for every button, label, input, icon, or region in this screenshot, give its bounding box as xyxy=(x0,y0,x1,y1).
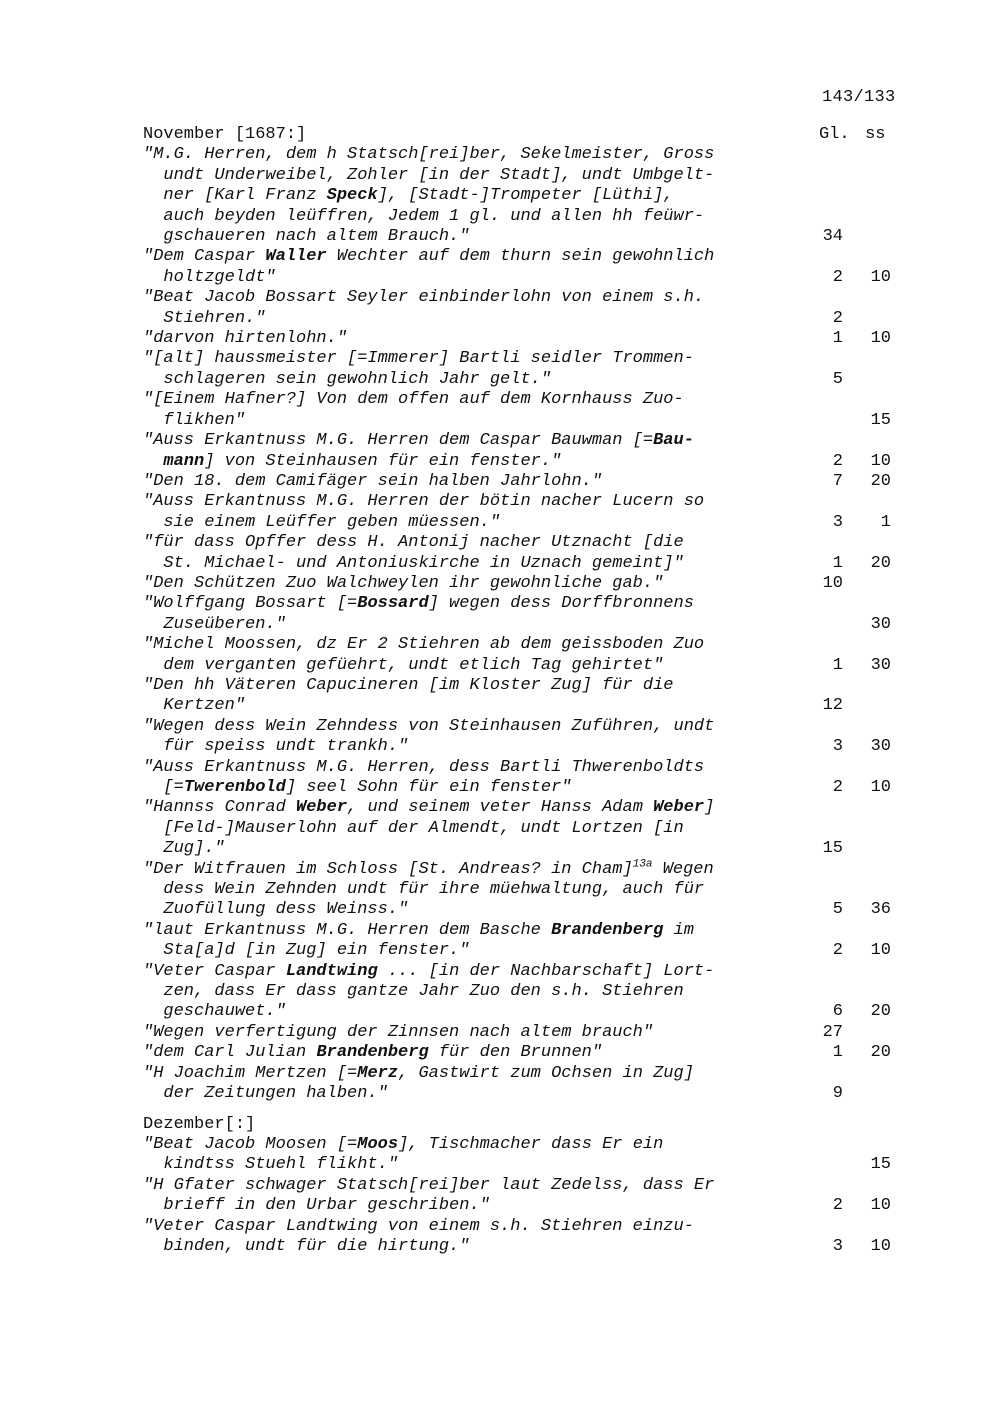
entry-text: "Beat Jacob Bossart Seyler einbinderlohn von einem s.h. Stiehren." xyxy=(143,288,705,328)
entry-text: "Der Witfrauen im Schloss [St. Andreas? in Cham]$^{13a}$ Wegen dess Wein Zehnden undt für ihre müehwaltung, auch für Zuofüllung dess Weinss." xyxy=(143,857,714,920)
amount-gulden: 7 xyxy=(832,471,843,491)
ledger-entry xyxy=(143,1064,903,1105)
ledger-entry xyxy=(143,247,903,288)
ledger-entry xyxy=(143,635,903,676)
ledger-entry xyxy=(143,145,903,247)
amount-schilling: 10 xyxy=(870,329,891,349)
amount-schilling: 20 xyxy=(870,1043,891,1063)
ledger-entry xyxy=(143,1043,903,1063)
amount-schilling: 10 xyxy=(870,1196,891,1216)
entry-text: "Beat Jacob Moosen [=Moos], Tischmacher dass Er ein kindtss Stuehl flikht." xyxy=(143,1134,664,1175)
amount-schilling: 30 xyxy=(870,737,891,757)
amount-gulden: 6 xyxy=(832,1002,843,1022)
amount-schilling: 15 xyxy=(870,410,891,430)
entry-text: "Dem Caspar Waller Wechter auf dem thurn sein gewohnlich holtzgeldt" xyxy=(143,247,715,287)
ledger-entry xyxy=(143,676,903,717)
ledger-entry xyxy=(143,717,903,758)
amount-gulden: 2 xyxy=(832,778,843,797)
column-header-ss: ss xyxy=(865,125,886,144)
entry-text: "Veter Caspar Landtwing von einem s.h. Stiehren einzu- binden, undt für die hirtung." xyxy=(143,1216,694,1256)
entry-text: "laut Erkantnuss M.G. Herren dem Basche Brandenberg im Sta[a]d [in Zug] ein fenster." xyxy=(143,920,694,961)
amount-gulden: 3 xyxy=(832,1236,843,1256)
ledger-entry xyxy=(143,758,903,799)
entry-text: "dem Carl Julian Brandenberg für den Brunnen" xyxy=(143,1043,603,1063)
entry-text: "für dass Opffer dess H. Antonij nacher Utznacht [die St. Michael- und Antoniuskirche in Uznach gemeint]" xyxy=(143,533,684,573)
entry-text: "Auss Erkantnuss M.G. Herren der bötin nacher Lucern so sie einem Leüffer geben müessen." xyxy=(143,492,705,532)
amount-gulden: 1 xyxy=(832,329,843,349)
amount-gulden: 27 xyxy=(822,1022,843,1042)
entry-text: "H Joachim Mertzen [=Merz, Gastwirt zum Ochsen in Zug] der Zeitungen halben." xyxy=(143,1063,694,1104)
amount-gulden: 1 xyxy=(832,553,843,573)
amount-gulden: 34 xyxy=(822,227,843,247)
entry-text: "Veter Caspar Landtwing ... [in der Nachbarschaft] Lort- zen, dass Er dass gantze Jahr Zuo den s.h. Stiehren geschauwet." xyxy=(143,961,715,1022)
entry-text: "Wegen dess Wein Zehndess von Steinhausen Zuführen, undt für speiss undt trankh." xyxy=(143,716,715,757)
entry-text: "Hannss Conrad Weber, und seinem veter Hanss Adam Weber] [Feld-]Mauserlohn auf der Almendt, undt Lortzen [in Zug]." xyxy=(143,798,715,859)
amount-gulden: 3 xyxy=(832,737,843,757)
ledger-entry xyxy=(143,431,903,472)
entry-text: "Den hh Väteren Capucineren [im Kloster Zug] für die Kertzen" xyxy=(143,675,674,716)
amount-schilling: 30 xyxy=(870,614,891,634)
entry-text: "[Einem Hafner?] Von dem offen auf dem Kornhauss Zuo- flikhen" xyxy=(143,390,684,430)
amount-schilling: 15 xyxy=(870,1155,891,1175)
ledger-entry xyxy=(143,329,903,349)
amount-gulden: 1 xyxy=(832,655,843,675)
amount-gulden: 2 xyxy=(832,451,843,471)
amount-schilling: 10 xyxy=(870,941,891,961)
amount-schilling: 10 xyxy=(870,451,891,471)
amount-gulden: 2 xyxy=(832,1196,843,1216)
ledger-entry xyxy=(143,472,903,492)
amount-gulden: 2 xyxy=(832,308,843,328)
ledger-body xyxy=(143,125,903,1257)
entry-text: "Auss Erkantnuss M.G. Herren dem Caspar Bauwman [=Bau- mann] von Steinhausen für ein fenster." xyxy=(143,431,694,471)
ledger-entry xyxy=(143,857,903,921)
amount-schilling: 20 xyxy=(870,471,891,491)
amount-gulden: 2 xyxy=(832,941,843,961)
ledger-entry xyxy=(143,921,903,962)
ledger-entry xyxy=(143,962,903,1023)
ledger-entry xyxy=(143,574,903,594)
section-header xyxy=(143,125,903,145)
ledger-entry xyxy=(143,390,903,431)
entry-text: "darvon hirtenlohn." xyxy=(143,329,348,349)
amount-schilling: 30 xyxy=(870,655,891,675)
entry-text: "Auss Erkantnuss M.G. Herren, dess Bartli Thwerenboldts [=Twerenbold] seel Sohn für ein fenster" xyxy=(143,757,705,797)
amount-gulden: 3 xyxy=(832,512,843,532)
section-header xyxy=(143,1115,903,1135)
column-header-gl: Gl. xyxy=(818,125,850,144)
ledger-entry xyxy=(143,594,903,635)
entry-text: "Den 18. dem Camifäger sein halben Jahrlohn." xyxy=(143,471,603,491)
page-number: 143/133 xyxy=(822,88,896,107)
amount-schilling: 10 xyxy=(870,778,891,797)
amount-gulden: 15 xyxy=(822,839,843,859)
ledger-entry xyxy=(143,1023,903,1043)
amount-gulden: 1 xyxy=(832,1043,843,1063)
entry-text: "Wolffgang Bossart [=Bossard] wegen dess Dorffbronnens Zuseüberen." xyxy=(143,594,694,634)
entry-text: "Wegen verfertigung der Zinnsen nach altem brauch" xyxy=(143,1022,654,1042)
ledger-entry xyxy=(143,492,903,533)
entry-text: "Den Schützen Zuo Walchweylen ihr gewohnliche gab." xyxy=(143,573,664,593)
entry-text: "H Gfater schwager Statsch[rei]ber laut Zedelss, dass Er brieff in den Urbar geschriben." xyxy=(143,1175,715,1216)
amount-gulden: 2 xyxy=(832,267,843,287)
amount-schilling: 10 xyxy=(870,267,891,287)
ledger-entry xyxy=(143,1217,903,1258)
amount-schilling: 20 xyxy=(870,553,891,573)
amount-schilling: 10 xyxy=(870,1236,891,1256)
ledger-entry xyxy=(143,533,903,574)
amount-gulden: 5 xyxy=(832,369,843,389)
ledger-entry xyxy=(143,1176,903,1217)
amount-gulden: 9 xyxy=(832,1084,843,1104)
amount-schilling: 1 xyxy=(880,512,891,532)
ledger-entry xyxy=(143,288,903,329)
amount-gulden: 10 xyxy=(822,573,843,593)
entry-text: "[alt] haussmeister [=Immerer] Bartli seidler Trommen- schlageren sein gewohnlich Jahr gelt." xyxy=(143,349,694,389)
section-title: Dezember[:] xyxy=(143,1114,256,1134)
section-title: November [1687:] xyxy=(143,125,307,144)
ledger-entry xyxy=(143,798,903,859)
amount-schilling: 20 xyxy=(870,1002,891,1022)
ledger-entry xyxy=(143,1135,903,1176)
amount-schilling: 36 xyxy=(870,900,891,920)
ledger-entry xyxy=(143,349,903,390)
entry-text: "M.G. Herren, dem h Statsch[rei]ber, Sekelmeister, Gross undt Underweibel, Zohler [in der Stadt], undt Umbgelt- ner [Karl Franz Speck], [Stadt-]Trompeter [Lüthi], auch beyden leüffren, Jedem 1 gl. und allen hh feüwr- gschaueren nach altem Brauch." xyxy=(143,145,715,247)
amount-gulden: 5 xyxy=(832,900,843,920)
entry-text: "Michel Moossen, dz Er 2 Stiehren ab dem geissboden Zuo dem verganten gefüehrt, undt etlich Tag gehirtet" xyxy=(143,635,705,675)
amount-gulden: 12 xyxy=(822,696,843,716)
